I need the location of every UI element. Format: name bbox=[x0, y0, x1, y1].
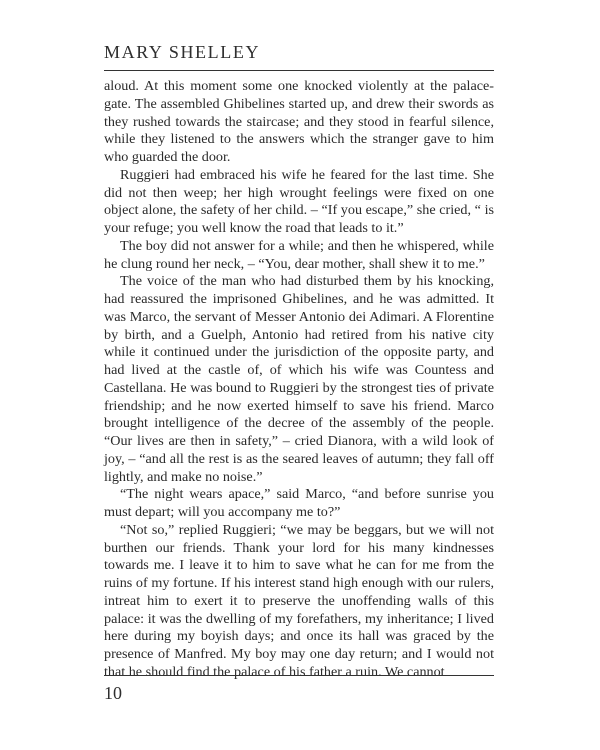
paragraph: Ruggieri had embraced his wife he feared for the last time. She did not then weep; her high wrought feelings were fixed on one object alone, the safety of her child. – “If you escape,” she cried, “ is your refuge; you well know the road that leads to it.” bbox=[104, 166, 494, 236]
paragraph: “Not so,” replied Ruggieri; “we may be beggars, but we will not burthen our friends. Thank your lord for his many kindnesses towards me. I leave it to him to save what he can for me from the ruins of my fortune. If his interest stand high enough with our rulers, intreat him to exert it to preserve the unoffending walls of this palace: it was the dwelling of my forefathers, my inheritance; I lived here during my boyish days; and once its hall was graced by the presence of Manfred. My boy may one day return; and I would not that he should find the palace of his father a ruin. We cannot bbox=[104, 521, 494, 680]
paragraph: aloud. At this moment some one knocked violently at the palace-gate. The assembled Ghibelines started up, and drew their swords as they rushed towards the staircase; and they stood in fearful silence, while they listened to the answers which the stranger gave to him who guarded the door. bbox=[104, 78, 494, 165]
page-number: 10 bbox=[104, 683, 122, 703]
paragraph: The voice of the man who had disturbed them by his knocking, had reassured the imprisoned Ghibelines, and he was admitted. It was Marco, the servant of Messer Antonio dei Adimari. A Florentine by birth, and a Guelph, Antonio had retired from his native city while it continued under the jurisdiction of the opposite party, and had lived at the castle of, of which his wife was Countess and Castellana. He was bound to Ruggieri by the strongest ties of private friendship; and he now exerted himself to save his friend. Marco brought intelligence of the decree of the assembly of the people. “Our lives are then in safety,” – cried Dianora, with a wild look of joy, – “and all the rest is as the seared leaves of autumn; they fall off lightly, and make no noise.” bbox=[104, 273, 494, 485]
running-head: MARY SHELLEY bbox=[104, 42, 261, 62]
footer-rule bbox=[104, 675, 494, 676]
header-rule bbox=[104, 70, 494, 71]
paragraph: The boy did not answer for a while; and then he whispered, while he clung round her neck, – “You, dear mother, shall shew it to me.” bbox=[104, 237, 494, 272]
paragraph: “The night wears apace,” said Marco, “and before sunrise you must depart; will you accompany me to?” bbox=[104, 486, 494, 520]
body-text bbox=[104, 78, 494, 682]
